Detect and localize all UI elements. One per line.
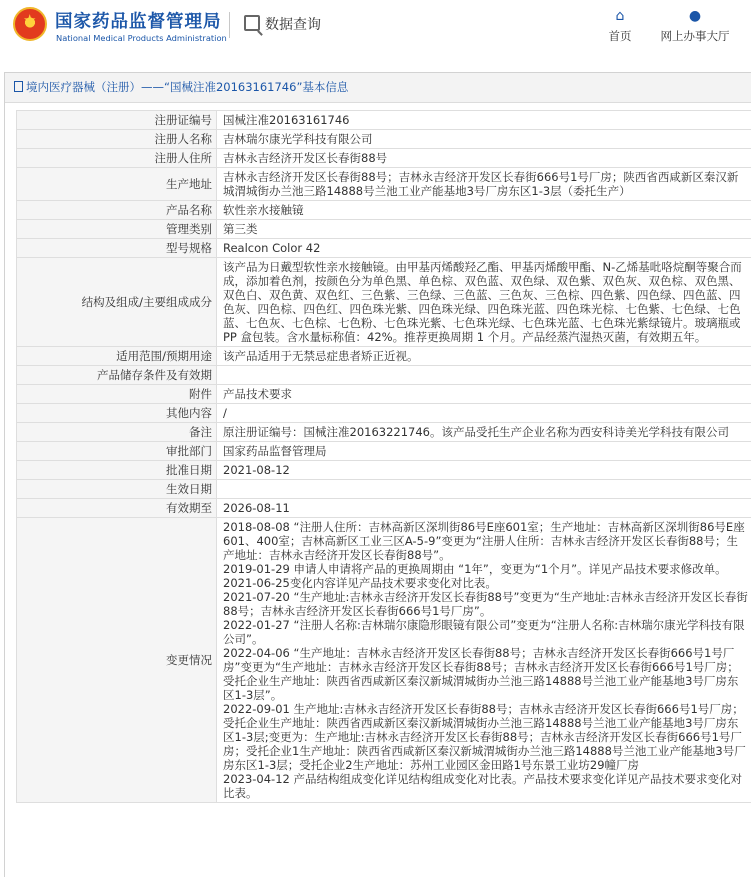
nav-office-label: 网上办事大厅 xyxy=(660,29,730,43)
field-value: 2026-08-11 xyxy=(217,499,751,518)
change-entry: 2018-08-08 “注册人住所：吉林高新区深圳街86号E座601室；生产地址：吉林高新区深圳街86号E座601、400室；吉林高新区工业三区A-5-9”变更为“注册人住所：吉林永吉经济开发区长春街88号；生产地址：吉林永吉经济开发区长春街88号”。 xyxy=(223,520,745,562)
field-label: 注册人名称 xyxy=(17,130,217,149)
change-entry: 2023-04-12 产品结构组成变化详见结构组成变化对比表。产品技术要求变化详见产品技术要求变化对比表。 xyxy=(223,772,742,800)
field-label: 结构及组成/主要组成成分 xyxy=(17,258,217,347)
field-label: 管理类别 xyxy=(17,220,217,239)
table-row xyxy=(17,347,751,366)
table-row xyxy=(17,168,751,201)
brand-name[interactable]: 国家药品监督管理局 xyxy=(55,12,222,32)
table-row xyxy=(17,220,751,239)
field-label: 变更情况 xyxy=(17,518,217,803)
site-header xyxy=(0,0,751,60)
field-label: 生产地址 xyxy=(17,168,217,201)
table-row xyxy=(17,130,751,149)
field-value: / xyxy=(217,404,751,423)
field-label: 批准日期 xyxy=(17,461,217,480)
document-icon xyxy=(14,81,23,92)
field-label: 附件 xyxy=(17,385,217,404)
field-value: Realcon Color 42 xyxy=(217,239,751,258)
field-label: 产品储存条件及有效期 xyxy=(17,366,217,385)
field-label: 备注 xyxy=(17,423,217,442)
change-entry: 2021-06-25变化内容详见产品技术要求变化对比表。 xyxy=(223,576,497,590)
table-row xyxy=(17,149,751,168)
brand-name-english: National Medical Products Administration xyxy=(56,33,227,43)
field-label: 型号规格 xyxy=(17,239,217,258)
field-value: 产品技术要求 xyxy=(217,385,751,404)
change-entry: 2019-01-29 申请人申请将产品的更换周期由 “1年”，变更为“1个月”。详见产品技术要求修改单。 xyxy=(223,562,727,576)
table-row xyxy=(17,366,751,385)
table-row-change-history xyxy=(17,518,751,803)
field-label: 注册证编号 xyxy=(17,111,217,130)
detail-panel xyxy=(4,72,751,877)
field-value: 国家药品监督管理局 xyxy=(217,442,751,461)
table-row xyxy=(17,258,751,347)
change-entry: 2022-01-27 “注册人名称:吉林瑞尔康隐形眼镜有限公司”变更为“注册人名称:吉林瑞尔康光学科技有限公司”。 xyxy=(223,618,745,646)
field-value: 吉林永吉经济开发区长春街88号 xyxy=(217,149,751,168)
search-icon[interactable] xyxy=(244,15,260,31)
field-value: 该产品适用于无禁忌症患者矫正近视。 xyxy=(217,347,751,366)
table-row xyxy=(17,239,751,258)
table-row xyxy=(17,111,751,130)
change-entry: 2021-07-20 “生产地址:吉林永吉经济开发区长春街88号”变更为“生产地址:吉林永吉经济开发区长春街88号；吉林永吉经济开发区长春街666号1号厂房”。 xyxy=(223,590,748,618)
breadcrumb-text: 境内医疗器械（注册）——“国械注准20163161746”基本信息 xyxy=(26,80,349,94)
field-label: 产品名称 xyxy=(17,201,217,220)
nav-home[interactable] xyxy=(600,9,640,44)
field-label: 适用范围/预期用途 xyxy=(17,347,217,366)
field-label: 注册人住所 xyxy=(17,149,217,168)
field-label: 有效期至 xyxy=(17,499,217,518)
field-label: 其他内容 xyxy=(17,404,217,423)
header-divider xyxy=(229,12,230,38)
nav-home-label: 首页 xyxy=(608,29,632,43)
change-entry: 2022-09-01 生产地址:吉林永吉经济开发区长春街88号；吉林永吉经济开发区长春街666号1号厂房；受托企业生产地址：陕西省西咸新区秦汉新城渭城街办兰池三路14888号兰池工业产能基地3号厂房东区1-3层;变更为：生产地址:吉林永吉经济开发区长春街88号；吉林永吉经济开发区长春街666号1号厂房；受托企业1生产地址：陕西省西咸新区秦汉新城渭城街办兰池三路14888号兰池工业产能基地3号厂房东区1-3层；受托企业2生产地址：苏州工业园区金田路1号东景工业坊29幢厂房 xyxy=(223,702,746,772)
field-value: 吉林永吉经济开发区长春街88号；吉林永吉经济开发区长春街666号1号厂房；陕西省西咸新区秦汉新城渭城街办兰池三路14888号兰池工业产能基地3号厂房东区1-3层（委托生产） xyxy=(217,168,751,201)
field-value: 该产品为日戴型软性亲水接触镜。由甲基丙烯酸羟乙酯、甲基丙烯酸甲酯、N-乙烯基吡咯烷酮等聚合而成，添加着色剂，按颜色分为单色黑、单色棕、双色蓝、双色绿、双色紫、双色灰、双色棕、双色黑、双色白、双色黄、双色红、三色紫、三色绿、三色蓝、三色灰、三色棕、四色紫、四色绿、四色蓝、四色灰、四色棕、四色红、四色珠光紫、四色珠光绿、四色珠光蓝、四色珠光棕、七色紫、七色绿、七色蓝、七色灰、七色棕、七色粉、七色珠光紫、七色珠光绿、七色珠光蓝、七色珠光紫绿镜片。玻璃瓶或 PP 盒包装。含水量标称值：42%。推荐更换周期 1 个月。产品经蒸汽湿热灭菌，有效期五年。 xyxy=(217,258,751,347)
user-icon: ● xyxy=(688,8,702,24)
field-value: 国械注准20163161746 xyxy=(217,111,751,130)
detail-table xyxy=(16,110,751,803)
field-value xyxy=(217,480,751,499)
field-label: 审批部门 xyxy=(17,442,217,461)
change-entry: 2022-04-06 “生产地址：吉林永吉经济开发区长春街88号；吉林永吉经济开发区长春街666号1号厂房”变更为“生产地址：吉林永吉经济开发区长春街88号；吉林永吉经济开发区长春街666号1号厂房；受托企业生产地址：陕西省西咸新区秦汉新城渭城街办兰池三路14888号兰池工业产能基地3号厂房东区1-3层”。 xyxy=(223,646,739,702)
table-row xyxy=(17,480,751,499)
home-icon: ⌂ xyxy=(615,8,625,24)
field-label: 生效日期 xyxy=(17,480,217,499)
field-value: 吉林瑞尔康光学科技有限公司 xyxy=(217,130,751,149)
field-value: 原注册证编号：国械注准20163221746。该产品受托生产企业名称为西安科诗美光学科技有限公司 xyxy=(217,423,751,442)
table-row xyxy=(17,461,751,480)
table-row xyxy=(17,442,751,461)
table-row xyxy=(17,385,751,404)
nav-online-office[interactable] xyxy=(653,9,737,44)
field-value: 软性亲水接触镜 xyxy=(217,201,751,220)
field-value xyxy=(217,366,751,385)
table-row xyxy=(17,499,751,518)
field-value: 第三类 xyxy=(217,220,751,239)
table-row xyxy=(17,423,751,442)
change-history xyxy=(217,518,751,803)
national-emblem-icon xyxy=(13,7,47,41)
field-value: 2021-08-12 xyxy=(217,461,751,480)
table-row xyxy=(17,201,751,220)
table-row xyxy=(17,404,751,423)
breadcrumb xyxy=(5,73,751,103)
data-query-label[interactable]: 数据查询 xyxy=(265,17,321,33)
